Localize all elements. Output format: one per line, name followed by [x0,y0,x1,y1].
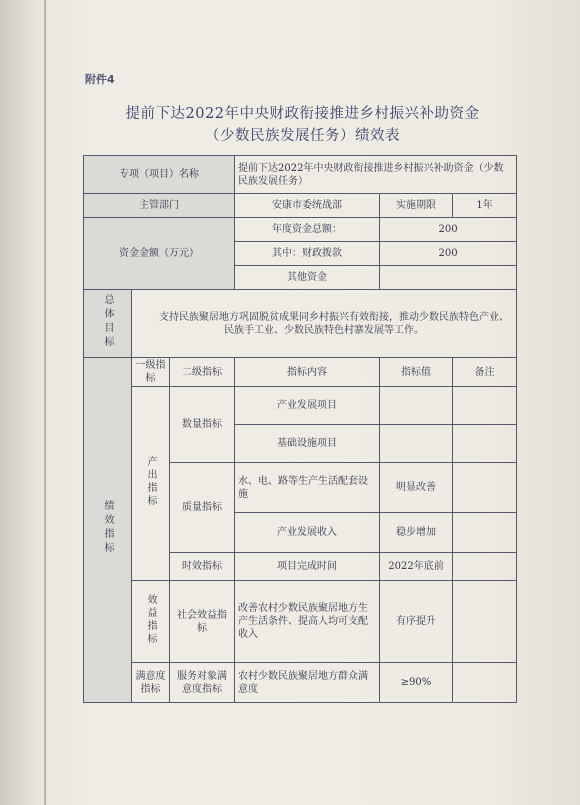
quality-row1-note [453,463,517,513]
social-benefit-note [453,581,517,663]
social-benefit-label: 社会效益指标 [170,581,235,663]
satisfaction-value: ≥90% [380,663,453,703]
service-satisfaction-label: 服务对象满意度指标 [170,663,235,703]
perf-label-cell [84,358,132,703]
header-value: 指标值 [380,358,453,387]
satisfaction-note [453,663,517,703]
annual-total-label: 年度资金总额： [235,218,380,242]
perf-label: 绩效指标 [102,500,113,556]
quality-row2: 产业发展收入 [235,513,380,553]
dept-value: 安康市委统战部 [235,194,380,218]
fiscal-value: 200 [380,242,517,266]
quantity-row2-note [453,425,517,463]
quantity-row2-value [380,425,453,463]
other-funds-label: 其他资金 [235,266,380,290]
goal-label-cell [84,290,132,358]
quality-row1-value: 明显改善 [380,463,453,513]
other-funds-value [380,266,517,290]
satisfaction-label: 满意度指标 [132,663,170,703]
attachment-label: 附件4 [85,73,115,86]
output-label-cell [132,387,170,581]
quantity-row1-note [453,387,517,425]
header-note: 备注 [453,358,517,387]
quality-row2-value: 稳步增加 [380,513,453,553]
satisfaction-row: 农村少数民族聚居地方群众满意度 [235,663,380,703]
goal-label: 总体目标 [102,293,113,350]
period-label: 实施期限 [380,194,453,218]
quality-label: 质量指标 [170,463,235,553]
document-title-line1: 提前下达2022年中央财政衔接推进乡村振兴补助资金 [125,106,480,122]
fiscal-label: 其中：财政拨款 [235,242,380,266]
project-name-value: 提前下达2022年中央财政衔接推进乡村振兴补助资金（少数民族发展任务） [235,156,517,194]
quantity-label: 数量指标 [170,387,235,463]
binding-gutter [44,0,46,805]
timeliness-row: 项目完成时间 [235,553,380,581]
funds-label: 资金金额（万元） [84,218,235,290]
benefit-label-cell [132,581,170,663]
quality-row2-note [453,513,517,553]
period-value: 1年 [453,194,517,218]
timeliness-value: 2022年底前 [380,553,453,581]
header-level1: 一级指标 [132,358,170,387]
header-level2: 二级指标 [170,358,235,387]
goal-text: 支持民族聚居地方巩固脱贫成果同乡村振兴有效衔接，推动少数民族特色产业、民族手工业、少数民族特色村寨发展等工作。 [132,290,517,358]
document-title-line2: （少数民族发展任务）绩效表 [205,128,400,144]
output-label: 产出指标 [145,455,156,508]
dept-label: 主管部门 [84,194,235,218]
timeliness-note [453,553,517,581]
benefit-label: 效益指标 [145,593,156,646]
performance-table [83,155,517,703]
timeliness-label: 时效指标 [170,553,235,581]
quantity-row1: 产业发展项目 [235,387,380,425]
social-benefit-row: 改善农村少数民族聚居地方生产生活条件、提高人均可支配收入 [235,581,380,663]
header-content: 指标内容 [235,358,380,387]
project-name-label: 专项（项目）名称 [84,156,235,194]
social-benefit-value: 有序提升 [380,581,453,663]
quantity-row1-value [380,387,453,425]
quantity-row2: 基础设施项目 [235,425,380,463]
annual-total-value: 200 [380,218,517,242]
quality-row1: 水、电、路等生产生活配套设施 [235,463,380,513]
